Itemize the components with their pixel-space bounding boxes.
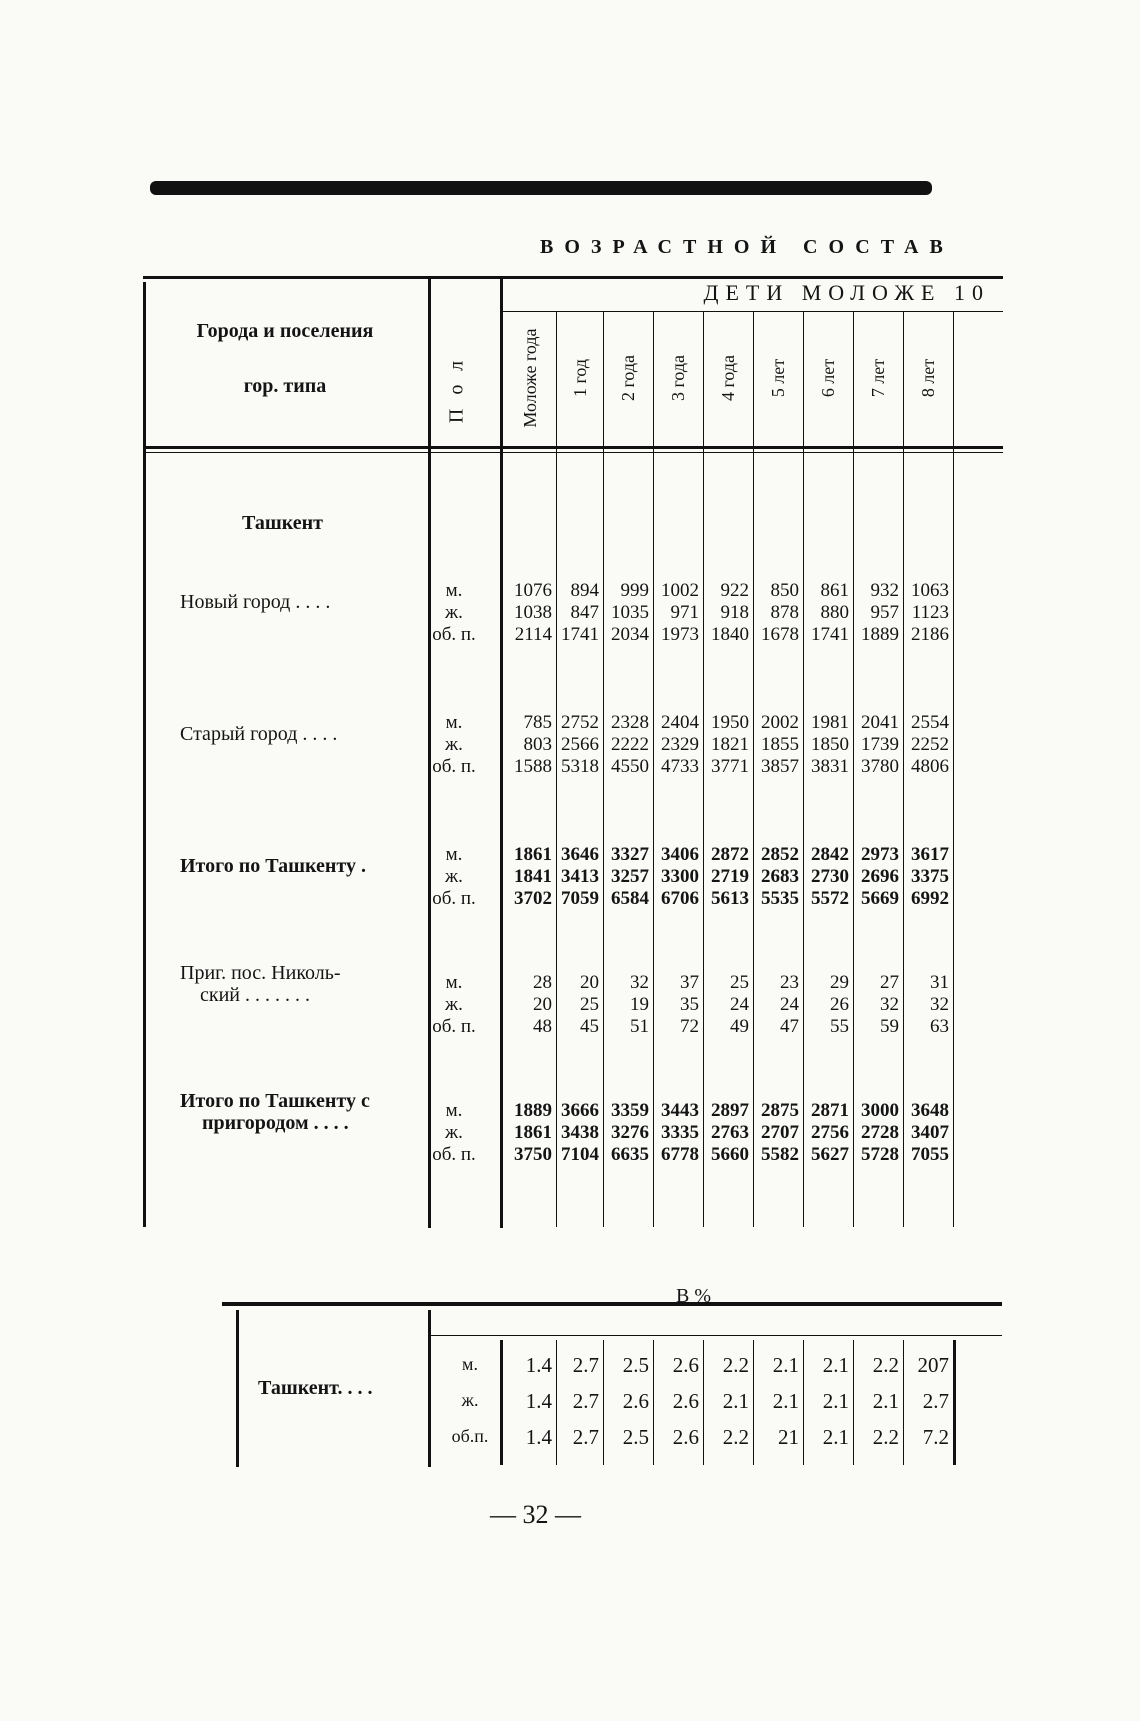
sex-label: ж. (445, 866, 463, 887)
table-cell: 2002 (761, 712, 799, 733)
sex-label: м. (445, 844, 463, 865)
percent-cell: 2.1 (772, 1389, 799, 1413)
sex-label: м. (445, 1100, 463, 1121)
table-cell: 6778 (661, 1144, 699, 1165)
table-cell: 922 (720, 580, 749, 601)
table-cell: 2114 (514, 624, 552, 645)
table-cell: 1840 (711, 624, 749, 645)
table-cell: 1678 (761, 624, 799, 645)
column-header: 4 года (718, 354, 738, 402)
table-cell: 3617 (911, 844, 949, 865)
table-cell: 24 (730, 994, 749, 1015)
table-cell: 2875 (761, 1100, 799, 1121)
table-cell: 5318 (561, 756, 599, 777)
table-cell: 4733 (661, 756, 699, 777)
table-cell: 2752 (561, 712, 599, 733)
table-cell: 1076 (514, 580, 552, 601)
sex-label: ж. (445, 994, 463, 1015)
percent-cell: 1.4 (525, 1353, 552, 1377)
table-cell: 20 (580, 972, 599, 993)
table-cell: 2897 (711, 1100, 749, 1121)
table-cell: 6584 (611, 888, 649, 909)
group-name: Итого по Ташкенту . (180, 855, 366, 877)
percent-top-rule (222, 1302, 1002, 1306)
table-cell: 49 (730, 1016, 749, 1037)
table-cell: 3407 (911, 1122, 949, 1143)
table-cell: 3750 (514, 1144, 552, 1165)
table-cell: 31 (930, 972, 949, 993)
column-header: 8 лет (918, 358, 938, 398)
column-header: 6 лет (818, 358, 838, 398)
table-cell: 5582 (761, 1144, 799, 1165)
column-rule (953, 312, 954, 1227)
table-cell: 1981 (811, 712, 849, 733)
table-cell: 2252 (911, 734, 949, 755)
table-cell: 3702 (514, 888, 552, 909)
table-cell: 957 (870, 602, 899, 623)
table-cell: 25 (730, 972, 749, 993)
table-cell: 3359 (611, 1100, 649, 1121)
sex-label: об. п. (432, 888, 476, 909)
table-left-rule (143, 282, 146, 1227)
table-cell: 850 (770, 580, 799, 601)
percent-cell: 2.6 (672, 1353, 699, 1377)
table-cell: 5660 (711, 1144, 749, 1165)
table-cell: 2554 (911, 712, 949, 733)
percent-column-rule (953, 1340, 956, 1465)
table-cell: 1855 (761, 734, 799, 755)
page-number: — 32 — (490, 1500, 581, 1529)
group-name-cont: ский . . . . . . . (200, 984, 310, 1006)
table-cell: 3257 (611, 866, 649, 887)
group-rule (500, 311, 1003, 312)
table-cell: 878 (770, 602, 799, 623)
percent-sex-label: м. (462, 1354, 478, 1374)
sex-label: м. (445, 580, 463, 601)
table-cell: 47 (780, 1016, 799, 1037)
table-cell: 3406 (661, 844, 699, 865)
sex-label: об. п. (432, 756, 476, 777)
table-cell: 2683 (761, 866, 799, 887)
table-cell: 6635 (611, 1144, 649, 1165)
table-cell: 1588 (514, 756, 552, 777)
table-cell: 5728 (861, 1144, 899, 1165)
table-cell: 2842 (811, 844, 849, 865)
group-name: Приг. пос. Николь- (180, 962, 341, 984)
table-cell: 3646 (561, 844, 599, 865)
table-cell: 24 (780, 994, 799, 1015)
table-cell: 1889 (514, 1100, 552, 1121)
sex-label: об. п. (432, 624, 476, 645)
percent-cell: 2.6 (622, 1389, 649, 1413)
table-cell: 880 (820, 602, 849, 623)
table-cell: 27 (880, 972, 899, 993)
table-cell: 2763 (711, 1122, 749, 1143)
table-cell: 2328 (611, 712, 649, 733)
table-cell: 20 (533, 994, 552, 1015)
table-cell: 1741 (811, 624, 849, 645)
table-cell: 6706 (661, 888, 699, 909)
percent-cell: 2.1 (872, 1389, 899, 1413)
table-cell: 1850 (811, 734, 849, 755)
table-cell: 803 (523, 734, 552, 755)
table-cell: 5572 (811, 888, 849, 909)
percent-cell: 21 (778, 1425, 799, 1449)
sex-label: об. п. (432, 1144, 476, 1165)
table-cell: 2222 (611, 734, 649, 755)
sex-label: м. (445, 712, 463, 733)
column-header: 3 года (668, 354, 688, 402)
table-cell: 72 (680, 1016, 699, 1037)
table-cell: 847 (570, 602, 599, 623)
table-cell: 2756 (811, 1122, 849, 1143)
column-header: 7 лет (868, 358, 888, 398)
table-cell: 2719 (711, 866, 749, 887)
table-cell: 7055 (911, 1144, 949, 1165)
table-cell: 894 (570, 580, 599, 601)
percent-cell: 2.7 (572, 1425, 599, 1449)
table-cell: 4550 (611, 756, 649, 777)
table-cell: 2871 (811, 1100, 849, 1121)
group-name-cont: пригородом . . . . (202, 1112, 349, 1134)
table-cell: 2034 (611, 624, 649, 645)
percent-sex-label: об.п. (451, 1426, 489, 1446)
top-rule (150, 181, 932, 195)
table-cell: 4806 (911, 756, 949, 777)
group-name: Итого по Ташкенту с (180, 1090, 370, 1112)
table-cell: 971 (670, 602, 699, 623)
table-cell: 1861 (514, 844, 552, 865)
table-cell: 3666 (561, 1100, 599, 1121)
percent-cell: 2.1 (822, 1389, 849, 1413)
table-cell: 3857 (761, 756, 799, 777)
table-cell: 6992 (911, 888, 949, 909)
table-cell: 5613 (711, 888, 749, 909)
percent-cell: 2.5 (622, 1353, 649, 1377)
table-cell: 3648 (911, 1100, 949, 1121)
table-cell: 3335 (661, 1122, 699, 1143)
header-bottom-rule (143, 446, 1003, 449)
table-cell: 3438 (561, 1122, 599, 1143)
percent-sex-label: ж. (461, 1390, 479, 1410)
table-cell: 3831 (811, 756, 849, 777)
percent-left-rule (236, 1310, 239, 1467)
table-cell: 3443 (661, 1100, 699, 1121)
table-cell: 1123 (911, 602, 949, 623)
table-cell: 2973 (861, 844, 899, 865)
table-cell: 5627 (811, 1144, 849, 1165)
percent-cell: 2.1 (822, 1425, 849, 1449)
table-cell: 2872 (711, 844, 749, 865)
table-cell: 3771 (711, 756, 749, 777)
column-header: 5 лет (768, 358, 788, 398)
percent-cell: 2.2 (722, 1425, 749, 1449)
percent-cell: 2.6 (672, 1389, 699, 1413)
section-title: Ташкент (242, 512, 323, 534)
table-cell: 932 (870, 580, 899, 601)
table-cell: 35 (680, 994, 699, 1015)
table-cell: 3780 (861, 756, 899, 777)
table-cell: 2186 (911, 624, 949, 645)
table-cell: 63 (930, 1016, 949, 1037)
table-cell: 37 (680, 972, 699, 993)
table-cell: 25 (580, 994, 599, 1015)
percent-city: Ташкент. . . . (258, 1377, 373, 1399)
cities-header-line1: Города и поселения (196, 320, 374, 342)
percent-title: В % (676, 1285, 711, 1307)
table-cell: 1821 (711, 734, 749, 755)
table-cell: 32 (630, 972, 649, 993)
table-cell: 55 (830, 1016, 849, 1037)
table-cell: 2329 (661, 734, 699, 755)
table-cell: 29 (830, 972, 849, 993)
column-header: Моложе года (519, 328, 540, 428)
sex-header: Пол (445, 346, 468, 424)
percent-city-rule (428, 1310, 431, 1467)
table-cell: 32 (930, 994, 949, 1015)
table-cell: 1741 (561, 624, 599, 645)
table-cell: 2041 (861, 712, 899, 733)
table-cell: 1841 (514, 866, 552, 887)
table-cell: 3375 (911, 866, 949, 887)
percent-cell: 2.2 (722, 1353, 749, 1377)
table-cell: 45 (580, 1016, 599, 1037)
percent-cell: 1.4 (525, 1425, 552, 1449)
table-cell: 3327 (611, 844, 649, 865)
table-cell: 1861 (514, 1122, 552, 1143)
table-cell: 2566 (561, 734, 599, 755)
group-name: Старый город . . . . (180, 723, 338, 745)
table-cell: 1950 (711, 712, 749, 733)
group-header: ДЕТИ МОЛОЖЕ 10 (703, 280, 990, 305)
table-cell: 26 (830, 994, 849, 1015)
table-cell: 1889 (861, 624, 899, 645)
sex-label: ж. (445, 1122, 463, 1143)
table-cell: 2696 (861, 866, 899, 887)
table-cell: 1038 (514, 602, 552, 623)
percent-cell: 2.2 (872, 1353, 899, 1377)
percent-cell: 207 (917, 1353, 949, 1377)
percent-cell: 2.2 (872, 1425, 899, 1449)
table-cell: 2730 (811, 866, 849, 887)
table-cell: 7059 (561, 888, 599, 909)
percent-cell: 2.1 (822, 1353, 849, 1377)
sex-label: ж. (445, 734, 463, 755)
table-cell: 5669 (861, 888, 899, 909)
percent-cell: 2.5 (622, 1425, 649, 1449)
table-cell: 3413 (561, 866, 599, 887)
column-header: 2 года (618, 354, 638, 402)
table-cell: 1739 (861, 734, 899, 755)
table-cell: 2404 (661, 712, 699, 733)
table-cell: 2852 (761, 844, 799, 865)
percent-cell: 7.2 (922, 1425, 949, 1449)
table-cell: 19 (630, 994, 649, 1015)
table-cell: 3000 (861, 1100, 899, 1121)
table-cell: 32 (880, 994, 899, 1015)
header-bottom-rule-2 (143, 452, 1003, 453)
column-header: 1 год (569, 358, 590, 398)
table-cell: 5535 (761, 888, 799, 909)
percent-cell: 2.6 (672, 1425, 699, 1449)
percent-cell: 2.1 (772, 1353, 799, 1377)
percent-cell: 2.7 (572, 1353, 599, 1377)
page-title: ВОЗРАСТНОЙ СОСТАВ (540, 236, 954, 258)
sex-label: ж. (445, 602, 463, 623)
table-cell: 59 (880, 1016, 899, 1037)
table-cell: 861 (820, 580, 849, 601)
group-name: Новый город . . . . (180, 591, 331, 613)
percent-cell: 2.7 (922, 1389, 949, 1413)
table-cell: 3300 (661, 866, 699, 887)
table-cell: 999 (620, 580, 649, 601)
table-cell: 23 (780, 972, 799, 993)
sex-label: м. (445, 972, 463, 993)
percent-cell: 2.1 (722, 1389, 749, 1413)
percent-cell: 2.7 (572, 1389, 599, 1413)
table-cell: 1035 (611, 602, 649, 623)
percent-sub-rule (430, 1335, 1002, 1336)
table-cell: 51 (630, 1016, 649, 1037)
table-cell: 3276 (611, 1122, 649, 1143)
sex-label: об. п. (432, 1016, 476, 1037)
table-cell: 918 (720, 602, 749, 623)
table-cell: 1002 (661, 580, 699, 601)
table-cell: 1973 (661, 624, 699, 645)
percent-cell: 1.4 (525, 1389, 552, 1413)
cities-header-line2: гор. типа (243, 375, 327, 397)
table-cell: 28 (533, 972, 552, 993)
table-cell: 2707 (761, 1122, 799, 1143)
table-cell: 48 (533, 1016, 552, 1037)
table-top-rule (143, 276, 1003, 279)
table-cell: 1063 (911, 580, 949, 601)
table-cell: 785 (523, 712, 552, 733)
table-cell: 7104 (561, 1144, 599, 1165)
table-cell: 2728 (861, 1122, 899, 1143)
